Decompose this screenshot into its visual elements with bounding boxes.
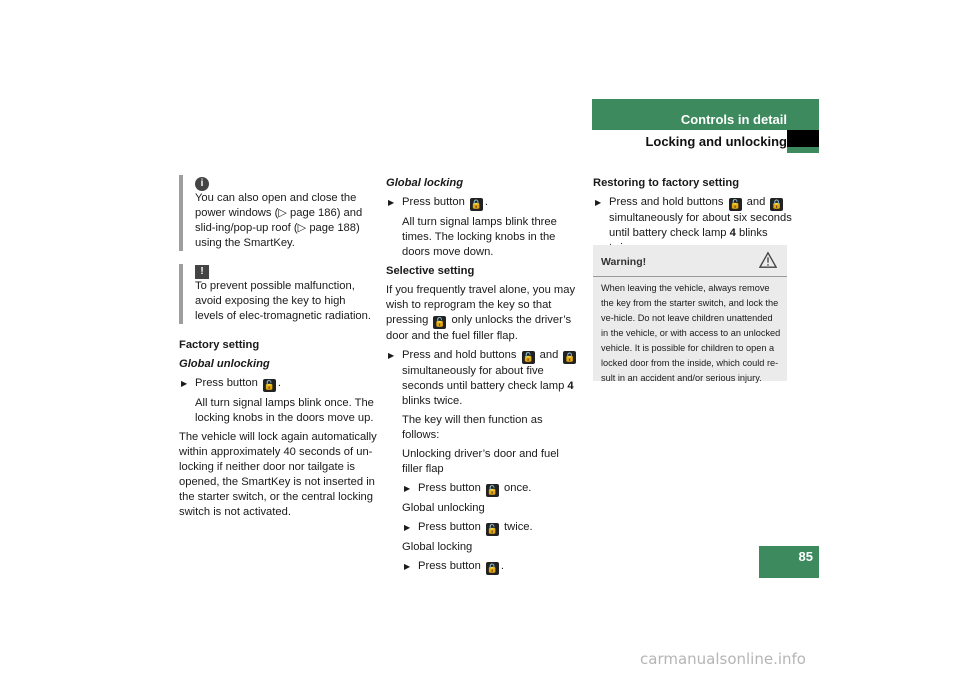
section-title: Controls in detail [680, 112, 787, 127]
auto-lock-paragraph: The vehicle will lock again automatically within approximately 40 seconds of un-locking if neither door nor tailgate is opened, the SmartKey is not inserted in the starter switch, or the central locking switch is not activated. [179, 431, 377, 518]
step-press-lock: ▶ Press button 🔒 . [386, 195, 581, 211]
unlock-key-icon: 🔓 [522, 352, 534, 362]
warning-title: Warning! [601, 256, 647, 268]
function-2: Global unlocking [402, 502, 485, 514]
warning-box [593, 245, 787, 381]
lock-key-icon: 🔒 [771, 199, 783, 209]
function-3-step: ▶ Press button 🔒 . [402, 559, 581, 575]
caution-note [195, 264, 375, 328]
watermark: carmanualsonline.info [640, 650, 806, 668]
info-icon: i [195, 177, 209, 191]
factory-setting-section [179, 338, 379, 524]
unlock-key-icon: 🔓 [434, 317, 446, 327]
step-result: All turn signal lamps blink once. The locking knobs in the doors move up. [195, 397, 374, 424]
global-locking-subheading: Global locking [386, 177, 464, 189]
restore-step: ▶ Press and hold buttons 🔓 and 🔒 simultaneously for about six seconds until battery check lamp 4 blinks [593, 195, 793, 256]
unlock-key-icon: 🔓 [486, 485, 499, 495]
function-1: Unlocking driver’s door and fuel filler flap [402, 448, 559, 475]
caution-note-text: To prevent possible malfunction, avoid exposing the key to high levels of elec-tromagnetic radiation. [195, 280, 371, 322]
selective-section [386, 176, 581, 579]
step-press-unlock: ▶ Press button 🔓 . [179, 376, 379, 392]
unlock-key-icon: 🔓 [486, 524, 499, 534]
unlock-key-icon: 🔓 [729, 199, 741, 209]
warning-divider [593, 276, 787, 277]
factory-setting-heading: Factory setting [179, 339, 260, 351]
function-3: Global locking [402, 541, 473, 553]
section-header [592, 99, 819, 153]
caution-icon: ! [195, 265, 209, 279]
step-hold-buttons: ▶ Press and hold buttons 🔓 and 🔒 simultaneously for about five seconds until battery check lamp 4 blinks twice. [386, 348, 581, 409]
warning-text: When leaving the vehicle, always remove the key from the starter switch, and lock the ve-hicle. Do not leave children unattended in the vehicle, or with access to an unlocked vehicle. It is possible for children to open a locked door from the inside, which could re-sult in an accident and/or serious injury. [601, 283, 781, 383]
restore-heading: Restoring to factory setting [593, 177, 740, 189]
lock-key-icon: 🔒 [470, 199, 483, 209]
page-number: 85 [798, 549, 813, 564]
function-1-step: ▶ Press button 🔓 once. [402, 481, 581, 497]
caution-note-bar [179, 264, 183, 324]
info-note-text: You can also open and close the power windows (▷ page 186) and slid-ing/pop-up roof (▷ page 188) using the SmartKey. [195, 192, 363, 249]
page-number-box [759, 546, 819, 578]
function-2-step: ▶ Press button 🔓 twice. [402, 520, 581, 536]
info-note-bar [179, 175, 183, 251]
selective-intro: If you frequently travel alone, you may wish to reprogram the key so that pressing 🔓 only unlocks the driver’s door and the fuel filler flap. [386, 284, 576, 342]
warning-triangle-icon [759, 251, 777, 269]
selective-setting-heading: Selective setting [386, 265, 475, 277]
lock-key-icon: 🔒 [486, 563, 499, 573]
lock-result: All turn signal lamps blink three times. The locking knobs in the doors move down. [402, 216, 557, 258]
info-note [195, 176, 375, 255]
function-intro: The key will then function as follows: [402, 414, 543, 441]
section-subtitle: Locking and unlocking [637, 134, 787, 149]
unlock-key-icon: 🔓 [263, 380, 276, 390]
global-unlocking-subheading: Global unlocking [179, 358, 270, 370]
lock-key-icon: 🔒 [564, 352, 576, 362]
